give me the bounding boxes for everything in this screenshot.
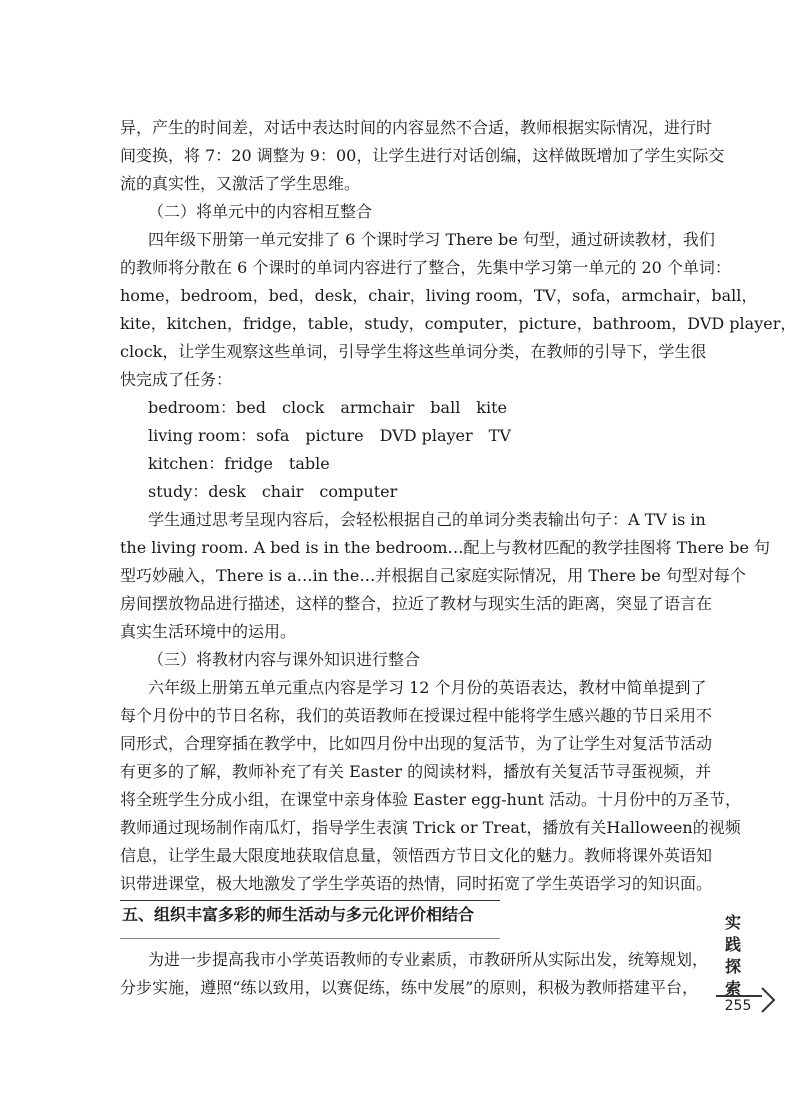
word-group-line: bedroom：bed clock armchair ball kite bbox=[148, 398, 508, 417]
side-tab-char: 索 bbox=[724, 979, 741, 998]
side-tab-char: 实 bbox=[724, 913, 741, 932]
page-number-marker bbox=[712, 992, 792, 1022]
side-tab-char: 践 bbox=[724, 935, 741, 954]
paragraph-line: 的教师将分散在 6 个课时的单词内容进行了整合，先集中学习第一单元的 20 个单词： bbox=[120, 258, 731, 277]
paragraph-line: 信息，让学生最大限度地获取信息量，领悟西方节日文化的魅力。教师将课外英语知 bbox=[120, 846, 713, 865]
paragraph-line: 流的真实性，又激活了学生思维。 bbox=[120, 174, 361, 193]
paragraph-line: 房间摆放物品进行描述，这样的整合，拉近了教材与现实生活的距离，突显了语言在 bbox=[120, 594, 713, 613]
paragraph-line: home，bedroom，bed，desk，chair，living room，TV，sofa，armchair，ball， bbox=[120, 286, 758, 305]
paragraph-line: 快完成了任务： bbox=[120, 370, 233, 389]
paragraph-line: clock，让学生观察这些单词，引导学生将这些单词分类，在教师的引导下，学生很 bbox=[120, 342, 707, 361]
paragraph-line: 将全班学生分成小组，在课堂中亲身体验 Easter egg-hunt 活动。十月份中的万圣节， bbox=[120, 790, 741, 809]
subsection-heading: （二）将单元中的内容相互整合 bbox=[148, 202, 373, 221]
paragraph-line: 教师通过现场制作南瓜灯，指导学生表演 Trick or Treat，播放有关Halloween的视频 bbox=[120, 818, 741, 837]
side-tab-char: 探 bbox=[724, 957, 741, 976]
word-group-line: living room：sofa picture DVD player TV bbox=[148, 426, 511, 445]
paragraph-line: 学生通过思考呈现内容后，会轻松根据自己的单词分类表输出句子：A TV is in bbox=[148, 510, 706, 529]
chevron-right-icon bbox=[758, 986, 782, 1014]
paragraph-line: 分步实施，遵照“练以致用，以赛促练，练中发展”的原则，积极为教师搭建平台， bbox=[120, 978, 698, 997]
paragraph-line: 真实生活环境中的运用。 bbox=[120, 622, 297, 641]
section-title: 五、组织丰富多彩的师生活动与多元化评价相结合 bbox=[122, 905, 475, 924]
paragraph-line: 为进一步提高我市小学英语教师的专业素质，市教研所从实际出发，统筹规划， bbox=[148, 950, 709, 969]
side-tab-label bbox=[722, 912, 744, 1000]
paragraph-line: 异，产生的时间差，对话中表达时间的内容显然不合适，教师根据实际情况，进行时 bbox=[120, 118, 713, 137]
subsection-heading: （三）将教材内容与课外知识进行整合 bbox=[148, 650, 421, 669]
page-number: 255 bbox=[724, 998, 752, 1014]
word-group-line: study：desk chair computer bbox=[148, 482, 398, 501]
paragraph-line: 同形式，合理穿插在教学中，比如四月份中出现的复活节，为了让学生对复活节活动 bbox=[120, 734, 713, 753]
paragraph-line: the living room. A bed is in the bedroom…配上与教材匹配的教学挂图将 There be 句 bbox=[120, 538, 771, 557]
paragraph-line: 识带进课堂，极大地激发了学生学英语的热情，同时拓宽了学生英语学习的知识面。 bbox=[120, 874, 713, 893]
page-number-rule bbox=[716, 995, 762, 997]
paragraph-line: kite，kitchen，fridge，table，study，computer，picture，bathroom，DVD player， bbox=[120, 314, 797, 333]
word-group-line: kitchen：fridge table bbox=[148, 454, 330, 473]
paragraph-line: 间变换，将 7：20 调整为 9：00，让学生进行对话创编，这样做既增加了学生实际交 bbox=[120, 146, 725, 165]
paragraph-line: 有更多的了解，教师补充了有关 Easter 的阅读材料，播放有关复活节寻蛋视频，并 bbox=[120, 762, 712, 781]
paragraph-line: 四年级下册第一单元安排了 6 个课时学习 There be 句型，通过研读教材，我们 bbox=[148, 230, 715, 249]
paragraph-line: 每个月份中的节日名称，我们的英语教师在授课过程中能将学生感兴趣的节日采用不 bbox=[120, 706, 713, 725]
paragraph-line: 型巧妙融入，There is a…in the…并根据自己家庭实际情况，用 There be 句型对每个 bbox=[120, 566, 746, 585]
section-rule-bottom bbox=[120, 938, 500, 939]
paragraph-line: 六年级上册第五单元重点内容是学习 12 个月份的英语表达，教材中简单提到了 bbox=[148, 678, 707, 697]
